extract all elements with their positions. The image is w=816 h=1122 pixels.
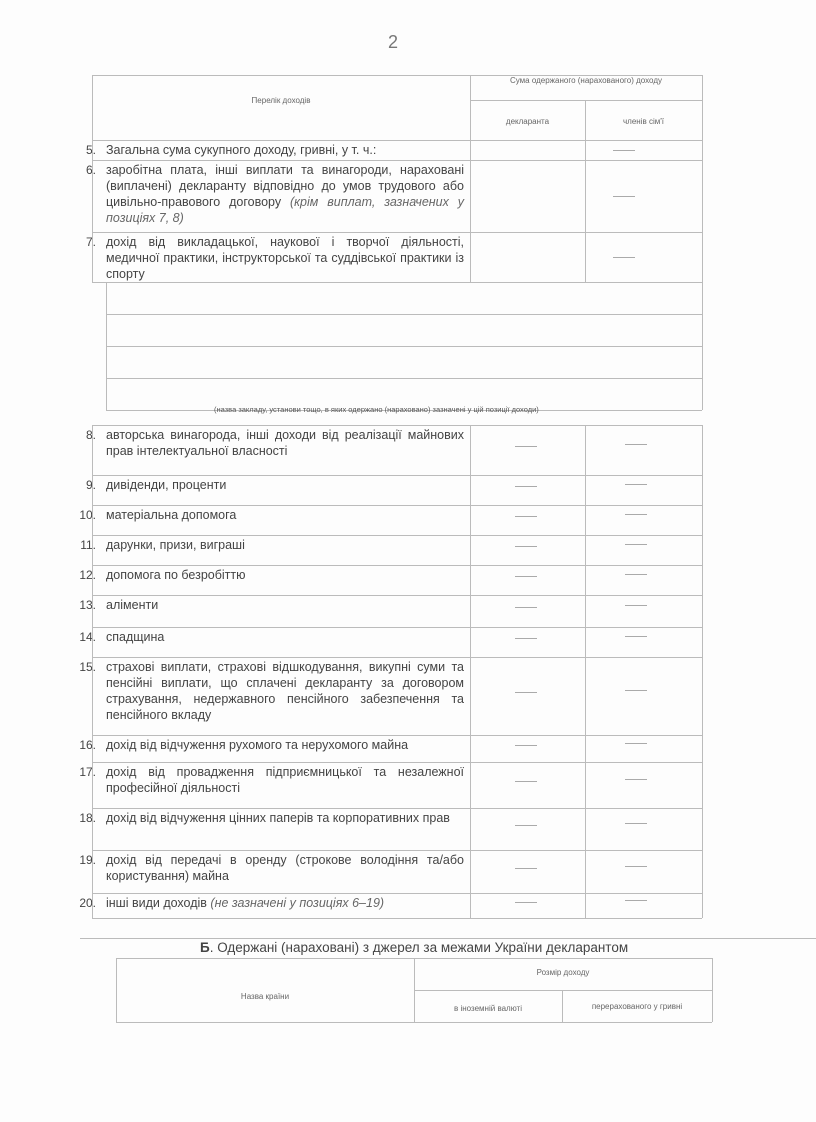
- row-number: 16.: [79, 738, 96, 752]
- row-text: Загальна сума сукупного доходу, гривні, у т. ч.:: [106, 143, 377, 157]
- row-text: інші види доходів: [106, 896, 211, 910]
- divider: [92, 595, 93, 627]
- divider: [702, 160, 703, 232]
- row-note: (не зазначені у позиціях 6–19): [210, 896, 385, 910]
- divider: [92, 762, 93, 808]
- header-sum: Сума одержаного (нарахованого) доходу: [509, 76, 662, 85]
- blank-mark: [613, 257, 635, 258]
- divider: [702, 475, 703, 505]
- divider: [702, 425, 703, 475]
- divider: [92, 565, 93, 595]
- row-text: допомога по безробіттю: [106, 568, 246, 582]
- divider: [702, 232, 703, 282]
- divider: [92, 475, 702, 476]
- divider: [92, 505, 93, 535]
- blank-mark: [515, 638, 537, 639]
- divider: [106, 378, 702, 379]
- blank-mark: [625, 866, 647, 867]
- divider: [92, 627, 702, 628]
- divider: [92, 657, 93, 735]
- divider: [702, 565, 703, 595]
- row-label: [106, 477, 464, 493]
- blank-mark: [625, 690, 647, 691]
- section-title: . Одержані (нараховані) з джерел за межами України декларантом: [209, 940, 629, 955]
- divider: [702, 808, 703, 850]
- divider: [702, 762, 703, 808]
- divider: [106, 282, 107, 410]
- country-header: Назва країни: [240, 992, 290, 1001]
- blank-mark: [515, 576, 537, 577]
- divider: [702, 893, 703, 918]
- divider: [92, 735, 93, 762]
- divider: [585, 762, 586, 808]
- divider: [92, 627, 93, 657]
- row-label: [106, 810, 464, 826]
- divider: [106, 314, 702, 315]
- divider: [116, 958, 117, 1022]
- blank-mark: [625, 779, 647, 780]
- row-note: (крім виплат, зазначених у позиціях 7, 8): [106, 195, 464, 225]
- divider: [470, 850, 471, 893]
- divider: [585, 475, 586, 505]
- row-label: [106, 567, 464, 583]
- row-label: [106, 659, 464, 723]
- blank-mark: [515, 825, 537, 826]
- row-label: [106, 852, 464, 884]
- blank-mark: [625, 544, 647, 545]
- divider: [92, 565, 702, 566]
- blank-mark: [515, 902, 537, 903]
- row-text: дохід від провадження підприємницької та незалежної професійної діяльності: [106, 765, 464, 795]
- row-label: [106, 537, 464, 553]
- row-number: 17.: [79, 765, 96, 779]
- blank-mark: [515, 607, 537, 608]
- divider: [702, 140, 703, 160]
- row-text: авторська винагорода, інші доходи від реалізації майнових прав інтелектуальної власності: [106, 428, 464, 458]
- row-label: [106, 737, 464, 753]
- divider: [92, 140, 93, 160]
- blank-mark: [625, 514, 647, 515]
- divider: [470, 735, 471, 762]
- divider: [80, 938, 816, 939]
- divider: [92, 425, 93, 475]
- blank-mark: [625, 484, 647, 485]
- divider: [92, 535, 93, 565]
- blank-mark: [625, 743, 647, 744]
- header-list: Перелік доходів: [251, 96, 311, 105]
- blank-mark: [625, 574, 647, 575]
- foreign-currency-header: в іноземній валюті: [454, 1004, 522, 1013]
- divider: [92, 160, 702, 161]
- divider: [92, 160, 93, 232]
- divider: [92, 425, 702, 426]
- row-text: матеріальна допомога: [106, 508, 237, 522]
- divider: [92, 893, 702, 894]
- divider: [702, 505, 703, 535]
- blank-mark: [625, 900, 647, 901]
- divider: [585, 160, 586, 232]
- row-label: [106, 427, 464, 459]
- divider: [470, 425, 471, 475]
- row-label: [106, 597, 464, 613]
- divider: [585, 893, 586, 918]
- divider: [470, 565, 471, 595]
- row-label: [106, 142, 464, 158]
- divider: [470, 475, 471, 505]
- divider: [702, 595, 703, 627]
- divider: [470, 627, 471, 657]
- divider: [585, 595, 586, 627]
- divider: [702, 735, 703, 762]
- divider: [470, 140, 471, 160]
- page-number: 2: [388, 32, 399, 52]
- row-text: дохід від відчуження цінних паперів та корпоративних прав: [106, 811, 450, 825]
- divider: [585, 808, 586, 850]
- divider: [702, 657, 703, 735]
- row-number: 8.: [85, 428, 96, 442]
- divider: [470, 893, 471, 918]
- divider: [116, 1022, 712, 1023]
- divider: [92, 140, 702, 141]
- section-b-title: [200, 940, 628, 955]
- divider: [92, 232, 93, 282]
- divider: [92, 918, 702, 919]
- row-label: [106, 629, 464, 645]
- header-declarant: декларанта: [505, 117, 550, 126]
- row-number: 19.: [79, 853, 96, 867]
- divider: [470, 535, 471, 565]
- divider: [470, 160, 471, 232]
- row-label: [106, 507, 464, 523]
- blank-mark: [515, 868, 537, 869]
- divider: [470, 657, 471, 735]
- row-text: дохід від відчуження рухомого та нерухомого майна: [106, 738, 409, 752]
- row-text: аліменти: [106, 598, 159, 612]
- row-number: 10.: [79, 508, 96, 522]
- blank-mark: [625, 444, 647, 445]
- blank-mark: [515, 546, 537, 547]
- divider: [92, 850, 702, 851]
- row-number: 7.: [85, 235, 96, 249]
- divider: [92, 75, 93, 140]
- divider: [585, 735, 586, 762]
- institution-caption: (назва закладу, установи тощо, в яких одержано (нараховано) зазначені у цій позиції доходи): [214, 405, 539, 414]
- row-text: дохід від передачі в оренду (строкове володіння та/або користування) майна: [106, 853, 464, 883]
- blank-mark: [613, 150, 635, 151]
- divider: [585, 850, 586, 893]
- blank-mark: [515, 446, 537, 447]
- divider: [702, 535, 703, 565]
- row-text: дивіденди, проценти: [106, 478, 227, 492]
- row-number: 12.: [79, 568, 96, 582]
- divider: [470, 232, 471, 282]
- divider: [92, 893, 93, 918]
- divider: [92, 850, 93, 893]
- divider: [470, 762, 471, 808]
- row-number: 15.: [79, 660, 96, 674]
- divider: [702, 850, 703, 893]
- divider: [414, 990, 712, 991]
- row-number: 13.: [79, 598, 96, 612]
- blank-mark: [515, 486, 537, 487]
- divider: [92, 475, 93, 505]
- divider: [702, 627, 703, 657]
- blank-mark: [515, 745, 537, 746]
- row-label: [106, 895, 464, 911]
- divider: [470, 100, 702, 101]
- divider: [585, 425, 586, 475]
- divider: [585, 535, 586, 565]
- divider: [92, 657, 702, 658]
- divider: [92, 808, 702, 809]
- divider: [92, 505, 702, 506]
- blank-mark: [625, 636, 647, 637]
- row-text: дарунки, призи, виграші: [106, 538, 245, 552]
- divider: [92, 535, 702, 536]
- divider: [585, 627, 586, 657]
- row-text: заробітна плата, інші виплати та винагороди, нараховані (виплачені) декларанту відповідно до умов трудового або цивільно-правового договору: [106, 163, 464, 209]
- divider: [106, 346, 702, 347]
- divider: [585, 657, 586, 735]
- uah-header: перерахованого у гривні: [591, 1002, 683, 1011]
- divider: [92, 282, 702, 283]
- divider: [585, 505, 586, 535]
- divider: [702, 75, 703, 140]
- row-text: спадщина: [106, 630, 165, 644]
- divider: [470, 595, 471, 627]
- blank-mark: [625, 823, 647, 824]
- header-family: членів сім'ї: [623, 117, 664, 126]
- row-number: 14.: [79, 630, 96, 644]
- row-number: 9.: [85, 478, 96, 492]
- divider: [585, 140, 586, 160]
- divider: [92, 595, 702, 596]
- row-number: 18.: [79, 811, 96, 825]
- row-label: [106, 764, 464, 796]
- row-text: дохід від викладацької, наукової і творчої діяльності, медичної практики, інструкторської та суддівської практики із спорту: [106, 235, 464, 281]
- divider: [585, 232, 586, 282]
- divider: [470, 505, 471, 535]
- divider: [470, 808, 471, 850]
- blank-mark: [515, 781, 537, 782]
- divider: [702, 282, 703, 410]
- row-text: страхові виплати, страхові відшкодування, викупні суми та пенсійні виплати, що сплачені декларанту за договором страхування, недержавного пенсійного забезпечення та пенсійного вкладу: [106, 660, 464, 722]
- income-size-header: Розмір доходу: [536, 968, 590, 977]
- divider: [92, 762, 702, 763]
- divider: [712, 958, 713, 1022]
- row-label: [106, 162, 464, 226]
- divider: [92, 735, 702, 736]
- blank-mark: [613, 196, 635, 197]
- blank-mark: [625, 605, 647, 606]
- blank-mark: [515, 692, 537, 693]
- divider: [92, 232, 702, 233]
- divider: [92, 808, 93, 850]
- row-number: 5.: [85, 143, 96, 157]
- divider: [585, 565, 586, 595]
- row-label: [106, 234, 464, 282]
- blank-mark: [515, 516, 537, 517]
- row-number: 6.: [85, 163, 96, 177]
- section-letter: Б: [200, 940, 210, 955]
- row-number: 11.: [80, 538, 96, 552]
- row-number: 20.: [79, 896, 96, 910]
